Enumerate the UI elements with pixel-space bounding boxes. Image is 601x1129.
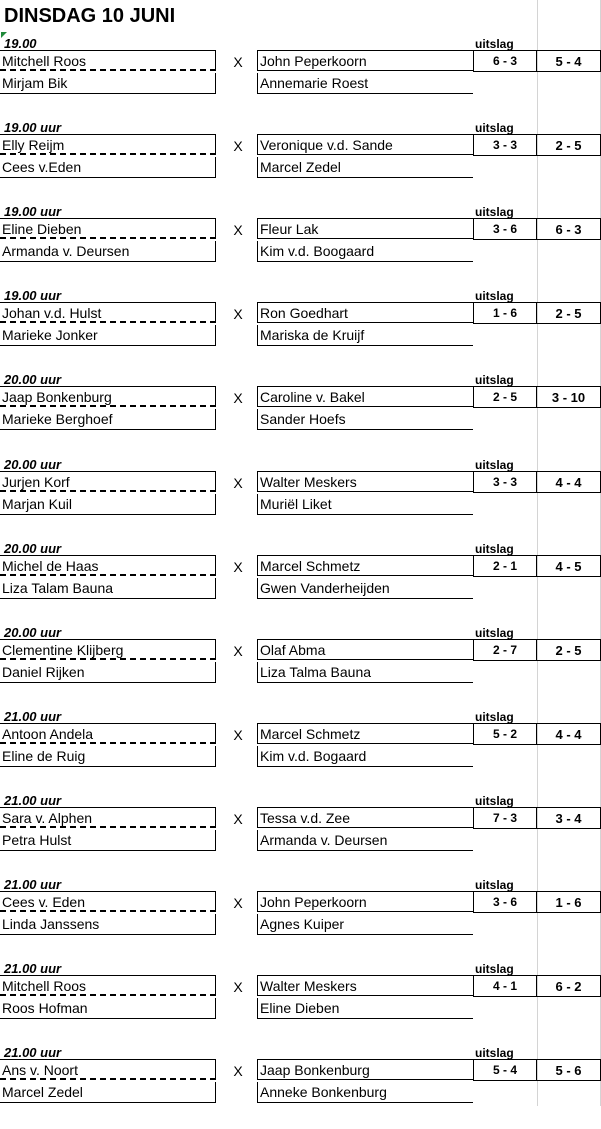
match-block <box>0 120 601 204</box>
uitslag-label: uitslag <box>475 457 514 472</box>
team-a-player-2[interactable]: Eline de Ruig <box>0 746 216 767</box>
team-a-player-2[interactable]: Marieke Berghoef <box>0 409 216 430</box>
uitslag-label: uitslag <box>475 962 514 977</box>
uitslag-label: uitslag <box>475 373 514 388</box>
uitslag-label: uitslag <box>475 793 514 808</box>
match-block <box>0 457 601 541</box>
team-a-player-2[interactable]: Cees v.Eden <box>0 157 216 178</box>
score-game-2[interactable]: 4 - 4 <box>537 471 601 493</box>
team-a-player-1[interactable]: Sara v. Alphen <box>0 807 216 828</box>
versus-mark: X <box>233 726 243 743</box>
versus-mark: X <box>233 558 243 575</box>
team-a-player-1[interactable]: Elly Reijm <box>0 134 216 155</box>
team-b-player-1[interactable]: Marcel Schmetz <box>257 723 473 744</box>
match-block <box>0 288 601 372</box>
versus-mark: X <box>233 979 243 996</box>
score-game-1[interactable]: 2 - 7 <box>473 639 537 661</box>
team-a-player-1[interactable]: Cees v. Eden <box>0 891 216 912</box>
score-game-2[interactable]: 3 - 4 <box>537 807 601 829</box>
uitslag-label: uitslag <box>475 205 514 220</box>
team-b-player-2[interactable]: Kim v.d. Boogaard <box>257 241 473 262</box>
team-a-player-2[interactable]: Marjan Kuil <box>0 494 216 515</box>
score-game-1[interactable]: 2 - 5 <box>473 386 537 408</box>
team-b-player-1[interactable]: John Peperkoorn <box>257 50 473 71</box>
match-block <box>0 36 601 120</box>
match-block <box>0 1045 601 1129</box>
team-a-player-1[interactable]: Jaap Bonkenburg <box>0 386 216 407</box>
uitslag-label: uitslag <box>475 709 514 724</box>
team-b-player-1[interactable]: Walter Meskers <box>257 975 473 996</box>
match-time: 21.00 uur <box>4 708 62 724</box>
versus-mark: X <box>233 390 243 407</box>
versus-mark: X <box>233 54 243 70</box>
match-time: 19.00 uur <box>4 204 62 220</box>
match-block <box>0 372 601 456</box>
team-b-player-2[interactable]: Agnes Kuiper <box>257 914 473 935</box>
team-b-player-2[interactable]: Armanda v. Deursen <box>257 830 473 851</box>
team-b-player-1[interactable]: Veronique v.d. Sande <box>257 134 473 155</box>
score-game-2[interactable]: 2 - 5 <box>537 134 601 156</box>
uitslag-label: uitslag <box>475 289 514 304</box>
score-game-2[interactable]: 2 - 5 <box>537 639 601 661</box>
score-game-1[interactable]: 1 - 6 <box>473 302 537 324</box>
team-b-player-1[interactable]: Tessa v.d. Zee <box>257 807 473 828</box>
match-time: 20.00 uur <box>4 456 62 472</box>
match-block <box>0 541 601 625</box>
team-a-player-2[interactable]: Roos Hofman <box>0 998 216 1019</box>
team-a-player-2[interactable]: Armanda v. Deursen <box>0 241 216 262</box>
team-b-player-2[interactable]: Sander Hoefs <box>257 409 473 430</box>
team-a-player-2[interactable]: Mirjam Bik <box>0 73 216 94</box>
team-a-player-1[interactable]: Clementine Klijberg <box>0 639 216 660</box>
match-time: 20.00 uur <box>4 540 62 556</box>
score-game-2[interactable]: 5 - 6 <box>537 1059 601 1081</box>
team-b-player-2[interactable]: Annemarie Roest <box>257 73 473 94</box>
score-game-1[interactable]: 7 - 3 <box>473 807 537 829</box>
team-b-player-1[interactable]: Ron Goedhart <box>257 302 473 323</box>
match-time: 19.00 <box>4 36 37 51</box>
team-b-player-1[interactable]: Fleur Lak <box>257 218 473 239</box>
versus-mark: X <box>233 1063 243 1080</box>
team-a-player-1[interactable]: Jurjen Korf <box>0 471 216 492</box>
versus-mark: X <box>233 810 243 827</box>
team-a-player-1[interactable]: Ans v. Noort <box>0 1059 216 1080</box>
team-b-player-1[interactable]: Jaap Bonkenburg <box>257 1059 473 1080</box>
team-a-player-2[interactable]: Marcel Zedel <box>0 1082 216 1103</box>
team-b-player-2[interactable]: Marcel Zedel <box>257 157 473 178</box>
team-a-player-1[interactable]: Mitchell Roos <box>0 975 216 996</box>
team-b-player-2[interactable]: Muriël Liket <box>257 494 473 515</box>
team-b-player-2[interactable]: Liza Talma Bauna <box>257 662 473 683</box>
score-game-1[interactable]: 3 - 6 <box>473 218 537 240</box>
score-game-1[interactable]: 2 - 1 <box>473 555 537 577</box>
team-a-player-2[interactable]: Daniel Rijken <box>0 662 216 683</box>
versus-mark: X <box>233 306 243 323</box>
score-game-1[interactable]: 5 - 4 <box>473 1059 537 1081</box>
versus-mark: X <box>233 222 243 239</box>
score-game-2[interactable]: 3 - 10 <box>537 386 601 408</box>
match-time: 19.00 uur <box>4 120 62 136</box>
team-b-player-2[interactable]: Anneke Bonkenburg <box>257 1082 473 1103</box>
score-game-1[interactable]: 3 - 6 <box>473 891 537 913</box>
score-game-2[interactable]: 4 - 4 <box>537 723 601 745</box>
score-game-2[interactable]: 5 - 4 <box>537 50 601 72</box>
match-block <box>0 204 601 288</box>
match-time: 21.00 uur <box>4 1045 62 1061</box>
match-block <box>0 709 601 793</box>
team-a-player-2[interactable]: Linda Janssens <box>0 914 216 935</box>
score-game-1[interactable]: 4 - 1 <box>473 975 537 997</box>
team-a-player-1[interactable]: Johan v.d. Hulst <box>0 302 216 323</box>
uitslag-label: uitslag <box>475 541 514 556</box>
team-b-player-2[interactable]: Mariska de Kruijf <box>257 325 473 346</box>
match-block <box>0 625 601 709</box>
team-a-player-2[interactable]: Liza Talam Bauna <box>0 578 216 599</box>
versus-mark: X <box>233 895 243 911</box>
score-game-2[interactable]: 6 - 3 <box>537 218 601 240</box>
match-time: 19.00 uur <box>4 288 62 304</box>
score-game-2[interactable]: 1 - 6 <box>537 891 601 913</box>
team-b-player-2[interactable]: Gwen Vanderheijden <box>257 578 473 599</box>
match-time: 20.00 uur <box>4 624 62 640</box>
score-game-1[interactable]: 5 - 2 <box>473 723 537 745</box>
match-block <box>0 793 601 877</box>
team-a-player-1[interactable]: Eline Dieben <box>0 218 216 239</box>
team-a-player-2[interactable]: Marieke Jonker <box>0 325 216 346</box>
score-game-2[interactable]: 2 - 5 <box>537 302 601 324</box>
versus-mark: X <box>233 642 243 659</box>
team-b-player-1[interactable]: Walter Meskers <box>257 471 473 492</box>
uitslag-label: uitslag <box>475 878 514 892</box>
team-b-player-1[interactable]: John Peperkoorn <box>257 891 473 912</box>
score-game-1[interactable]: 3 - 3 <box>473 134 537 156</box>
team-b-player-2[interactable]: Eline Dieben <box>257 998 473 1019</box>
team-b-player-1[interactable]: Olaf Abma <box>257 639 473 660</box>
match-time: 21.00 uur <box>4 961 62 977</box>
match-time: 21.00 uur <box>4 877 62 892</box>
team-a-player-1[interactable]: Michel de Haas <box>0 555 216 576</box>
uitslag-label: uitslag <box>475 37 514 51</box>
uitslag-label: uitslag <box>475 1046 514 1061</box>
team-b-player-1[interactable]: Caroline v. Bakel <box>257 386 473 407</box>
match-block <box>0 877 601 961</box>
versus-mark: X <box>233 138 243 155</box>
uitslag-label: uitslag <box>475 625 514 640</box>
score-game-1[interactable]: 6 - 3 <box>473 50 537 72</box>
team-b-player-2[interactable]: Kim v.d. Bogaard <box>257 746 473 767</box>
score-game-1[interactable]: 3 - 3 <box>473 471 537 493</box>
team-a-player-1[interactable]: Antoon Andela <box>0 723 216 744</box>
score-game-2[interactable]: 4 - 5 <box>537 555 601 577</box>
team-a-player-1[interactable]: Mitchell Roos <box>0 50 216 71</box>
match-block <box>0 961 601 1045</box>
page-title: DINSDAG 10 JUNI <box>4 5 176 27</box>
uitslag-label: uitslag <box>475 121 514 136</box>
team-a-player-2[interactable]: Petra Hulst <box>0 830 216 851</box>
score-game-2[interactable]: 6 - 2 <box>537 975 601 997</box>
match-time: 20.00 uur <box>4 372 62 388</box>
team-b-player-1[interactable]: Marcel Schmetz <box>257 555 473 576</box>
match-time: 21.00 uur <box>4 792 62 808</box>
versus-mark: X <box>233 474 243 491</box>
